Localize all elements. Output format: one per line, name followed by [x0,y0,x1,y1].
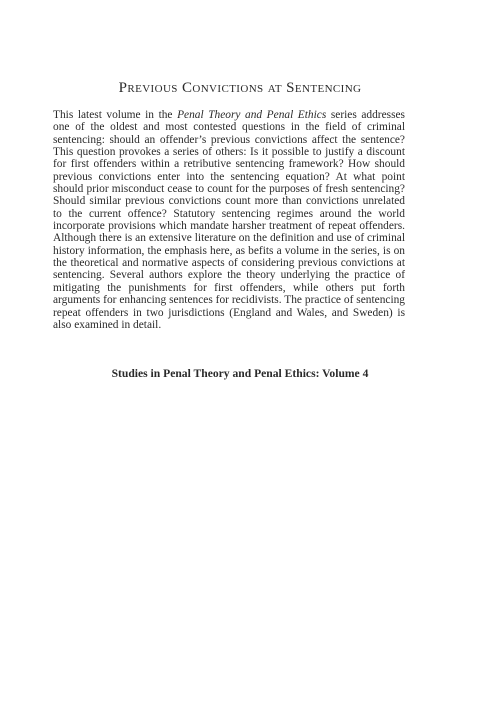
description-paragraph [53,109,405,331]
series-volume-line: Studies in Penal Theory and Penal Ethics: Volume 4 [111,367,369,380]
description-text-part2: series addresses one of the oldest and most contested questions in the field of criminal sentencing: should an offender’s previous convictions affect the sentence? This question provokes a series of others: Is it possible to justify a discount for first offenders within a retributive sentencing framework? How should previous convictions enter into the sentencing equation? At what point should prior misconduct cease to count for the purposes of fresh sentencing? Should similar previous convictions count more than convictions unrelated to the current offence? Statutory sentencing regimes around the world incorporate provisions which mandate harsher treatment of repeat offenders. Although there is an extensive literature on the definition and use of criminal history information, the emphasis here, as befits a volume in the series, is on the theoretical and normative aspects of considering previous convictions at sentencing. Several authors explore the theory underlying the practice of mitigating the punishments for first offenders, while others put forth arguments for enhancing sentences for recidivists. The practice of sentencing repeat offenders in two jurisdictions (England and Wales, and Sweden) is also examined in detail. [53,109,405,331]
description-text-part1: This latest volume in the [53,109,178,121]
book-title: Previous Convictions at Sentencing [118,80,362,96]
series-name-italic: Penal Theory and Penal Ethics [177,109,327,121]
